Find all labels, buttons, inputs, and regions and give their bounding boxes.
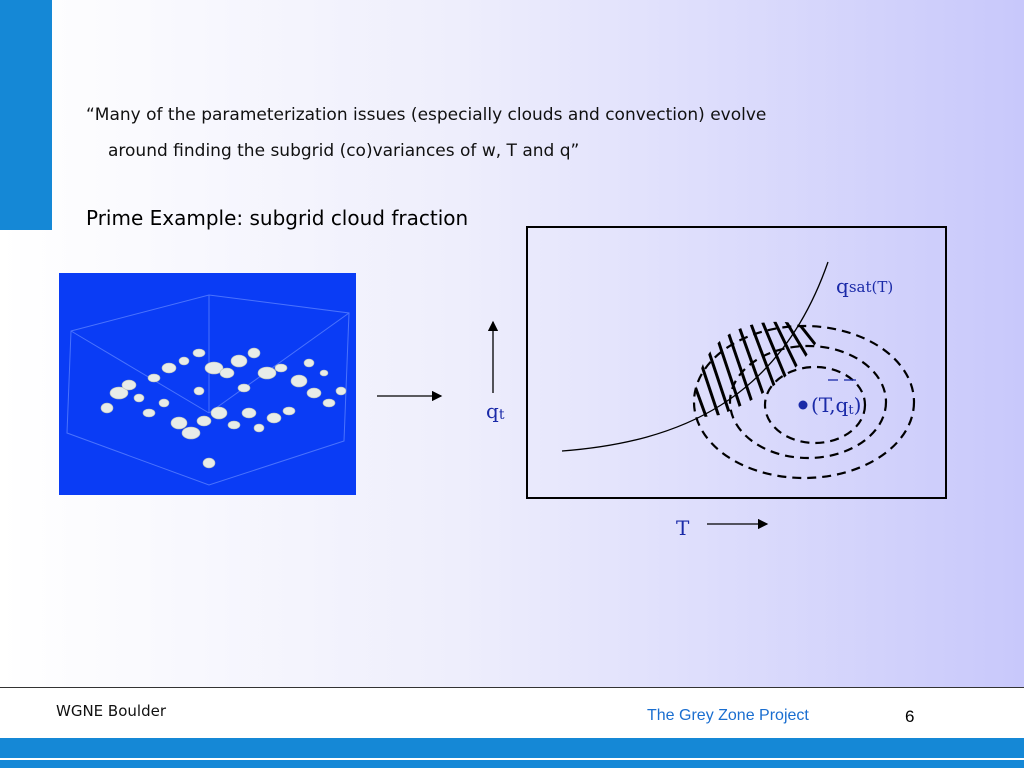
- subgrid-cloud-fraction-diagram: [370, 220, 960, 550]
- qsat-label: qsat(T): [836, 274, 894, 298]
- quote-line-2: around finding the subgrid (co)variances of w, T and q”: [108, 141, 580, 161]
- accent-side-bar: [0, 0, 52, 230]
- bottom-accent-band: [0, 738, 1024, 758]
- t-axis-label: T: [676, 516, 690, 540]
- cloud-field-image: [59, 273, 356, 495]
- contour-middle: [730, 346, 886, 458]
- diagram-box: [527, 227, 946, 498]
- footer-project-link[interactable]: The Grey Zone Project: [647, 707, 809, 724]
- quote-text: [86, 97, 946, 169]
- footer-event: WGNE Boulder: [56, 702, 166, 720]
- bottom-accent-strip: [0, 760, 1024, 768]
- footer-divider: [0, 687, 1024, 688]
- page-number: 6: [905, 707, 915, 726]
- qt-axis-label: qt: [486, 399, 505, 423]
- quote-line-1: “Many of the parameterization issues (especially clouds and convection) evolve: [86, 105, 767, 125]
- prime-example-heading: Prime Example: subgrid cloud fraction: [86, 206, 469, 230]
- point-label: (T,qt): [811, 393, 862, 418]
- mean-point-marker: [799, 401, 808, 410]
- qsat-curve: [562, 262, 828, 451]
